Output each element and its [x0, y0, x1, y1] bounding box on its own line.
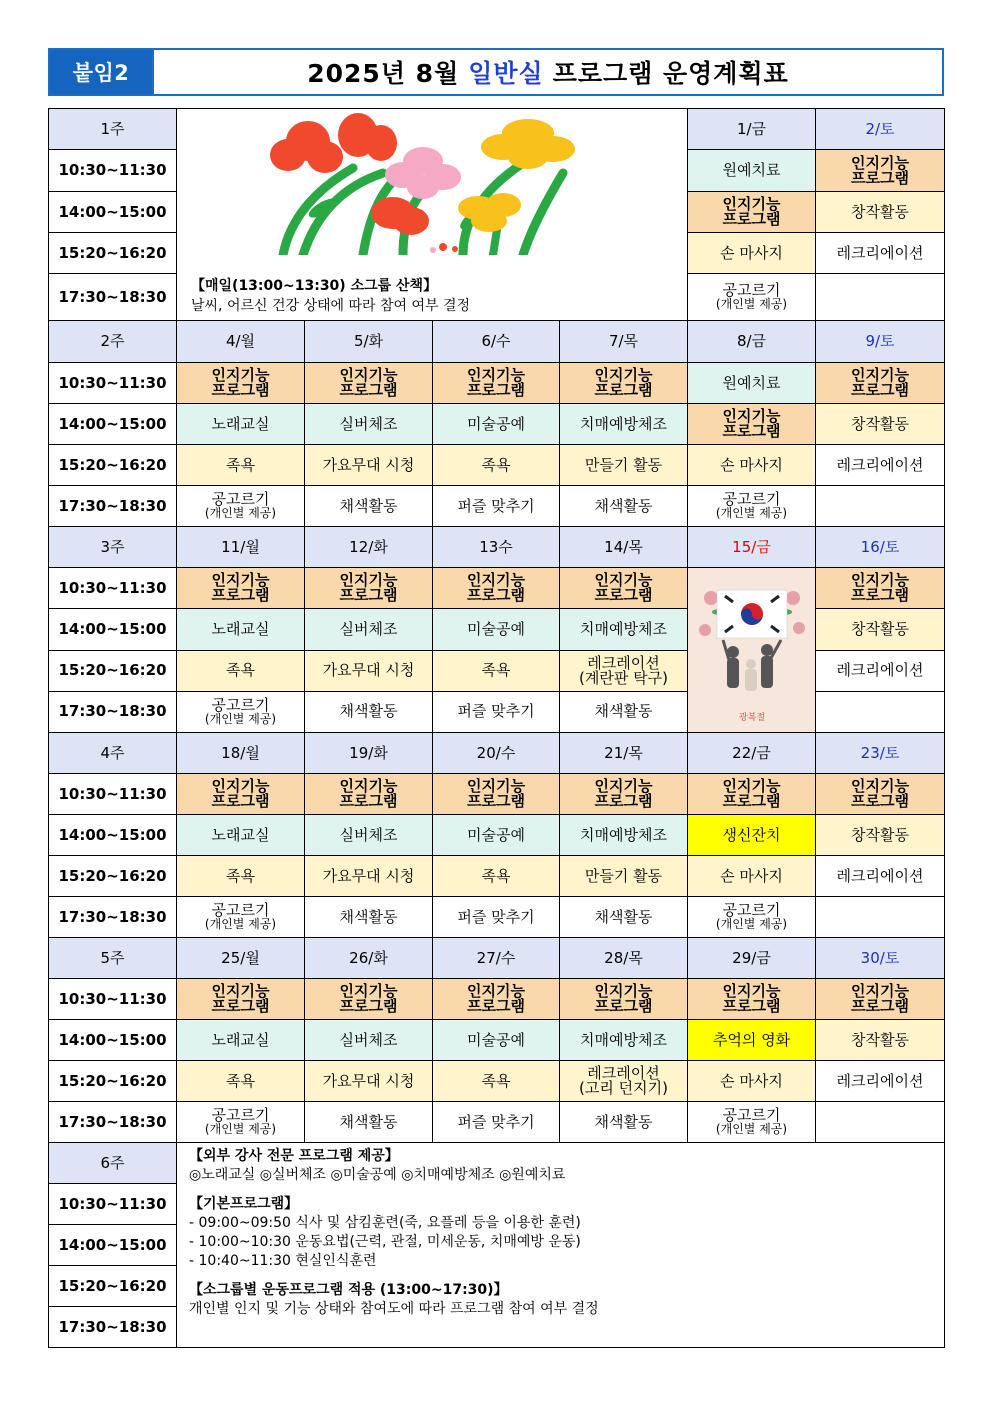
week5-row-3 [49, 1061, 945, 1102]
program-cell: 공고르기 (개인별 제공) [177, 486, 305, 527]
week-label: 3주 [49, 527, 177, 568]
program-cell: 공고르기 (개인별 제공) [688, 486, 816, 527]
week5-row-2 [49, 1020, 945, 1061]
program-cell: 창작활동 [816, 404, 945, 445]
program-cell-empty [816, 691, 945, 732]
program-cell: 치매예방체조 [560, 1020, 688, 1061]
program-cell: 퍼즐 맞추기 [433, 691, 560, 732]
program-cell: 족욕 [433, 1061, 560, 1102]
program-cell: 인지기능 프로그램 [305, 363, 433, 404]
program-cell: 노래교실 [177, 815, 305, 856]
program-cell: 레크레이션 (계란판 탁구) [560, 650, 688, 691]
program-cell: 미술공예 [433, 815, 560, 856]
basic-programs-title: 【기본프로그램】 [189, 1196, 299, 1212]
time-slot: 15:20~16:20 [49, 445, 177, 486]
program-cell: 가요무대 시청 [305, 445, 433, 486]
program-cell: 인지기능 프로그램 [177, 979, 305, 1020]
time-slot: 17:30~18:30 [49, 1307, 177, 1348]
week4-row-3 [49, 856, 945, 897]
week-label: 6주 [49, 1143, 177, 1184]
walk-text: 날씨, 어르신 건강 상태에 따라 참여 여부 결정 [191, 298, 471, 314]
group-programs-title: 【소그룹별 운동프로그램 적용 (13:00~17:30)】 [189, 1282, 508, 1298]
program-cell: 공고르기 (개인별 제공) [177, 691, 305, 732]
week2-row-2 [49, 404, 945, 445]
program-cell: 미술공예 [433, 404, 560, 445]
program-cell-movie: 추억의 영화 [688, 1020, 816, 1061]
program-cell: 인지기능 프로그램 [688, 774, 816, 815]
time-slot: 10:30~11:30 [49, 774, 177, 815]
title-suffix: 프로그램 운영계획표 [552, 59, 789, 88]
program-cell-empty [816, 1102, 945, 1143]
schedule-table [48, 108, 945, 1348]
program-cell: 인지기능 프로그램 [305, 568, 433, 609]
program-cell: 가요무대 시청 [305, 856, 433, 897]
day-header: 13수 [433, 527, 560, 568]
program-cell: 족욕 [177, 1061, 305, 1102]
program-cell: 만들기 활동 [560, 856, 688, 897]
day-header: 21/목 [560, 733, 688, 774]
week6-header-row [49, 1143, 945, 1184]
basic-program-item: - 10:40~11:30 현실인식훈련 [189, 1253, 377, 1269]
page-header [48, 48, 944, 96]
week2-row-4 [49, 486, 945, 527]
program-cell: 레크리에이션 [816, 233, 945, 274]
day-header: 22/금 [688, 733, 816, 774]
week-label: 1주 [49, 109, 177, 150]
program-cell: 인지기능 프로그램 [305, 979, 433, 1020]
day-header: 28/목 [560, 938, 688, 979]
program-cell: 인지기능 프로그램 [433, 568, 560, 609]
program-cell: 인지기능 프로그램 [305, 774, 433, 815]
title-prefix: 2025년 8월 [307, 59, 460, 88]
week2-header-row [49, 321, 945, 363]
program-cell: 공고르기 (개인별 제공) [688, 897, 816, 938]
program-cell: 원예치료 [688, 150, 816, 192]
program-cell: 레크레이션 (고리 던지기) [560, 1061, 688, 1102]
day-header: 27/수 [433, 938, 560, 979]
program-cell: 가요무대 시청 [305, 650, 433, 691]
time-slot: 17:30~18:30 [49, 1102, 177, 1143]
program-cell: 공고르기 (개인별 제공) [688, 1102, 816, 1143]
program-cell: 창작활동 [816, 609, 945, 650]
program-cell-empty [816, 274, 945, 321]
program-cell: 창작활동 [816, 192, 945, 233]
program-cell: 인지기능 프로그램 [433, 979, 560, 1020]
program-cell: 인지기능 프로그램 [560, 568, 688, 609]
time-slot: 14:00~15:00 [49, 815, 177, 856]
program-cell: 인지기능 프로그램 [688, 192, 816, 233]
program-cell: 채색활동 [305, 897, 433, 938]
day-header: 11/월 [177, 527, 305, 568]
program-cell: 레크리에이션 [816, 1061, 945, 1102]
day-header-1-fri: 1/금 [688, 109, 816, 150]
week2-row-3 [49, 445, 945, 486]
time-slot: 17:30~18:30 [49, 274, 177, 321]
day-header: 5/화 [305, 321, 433, 363]
time-slot: 14:00~15:00 [49, 609, 177, 650]
program-cell: 인지기능 프로그램 [433, 363, 560, 404]
program-cell: 인지기능 프로그램 [560, 363, 688, 404]
program-cell: 인지기능 프로그램 [560, 979, 688, 1020]
program-cell: 족욕 [433, 650, 560, 691]
external-programs-list: ◎노래교실 ◎실버체조 ◎미술공예 ◎치매예방체조 ◎원예치료 [189, 1167, 566, 1183]
week5-row-4 [49, 1102, 945, 1143]
daily-walk-note [191, 276, 470, 316]
program-cell: 손 마사지 [688, 1061, 816, 1102]
week4-row-4 [49, 897, 945, 938]
program-cell: 노래교실 [177, 1020, 305, 1061]
program-cell: 창작활동 [816, 815, 945, 856]
program-cell: 채색활동 [560, 1102, 688, 1143]
program-cell: 인지기능 프로그램 [433, 774, 560, 815]
program-cell: 족욕 [177, 650, 305, 691]
day-header-2-sat: 2/토 [816, 109, 945, 150]
program-cell: 채색활동 [305, 486, 433, 527]
time-slot: 10:30~11:30 [49, 568, 177, 609]
program-cell: 채색활동 [305, 1102, 433, 1143]
program-cell: 족욕 [177, 445, 305, 486]
program-cell: 가요무대 시청 [305, 1061, 433, 1102]
week1-header-row [49, 109, 945, 150]
program-cell: 인지기능 프로그램 [560, 774, 688, 815]
attachment-tag: 붙임2 [50, 50, 152, 94]
time-slot: 10:30~11:30 [49, 363, 177, 404]
program-cell: 채색활동 [560, 486, 688, 527]
program-cell: 미술공예 [433, 609, 560, 650]
page-title [152, 50, 942, 94]
title-highlight: 일반실 [468, 59, 544, 88]
day-header: 26/화 [305, 938, 433, 979]
week2-row-1 [49, 363, 945, 404]
program-cell: 창작활동 [816, 1020, 945, 1061]
week3-header-row [49, 527, 945, 568]
program-cell: 인지기능 프로그램 [177, 568, 305, 609]
time-slot: 15:20~16:20 [49, 856, 177, 897]
holiday-label: 광복절 [738, 713, 765, 723]
week-label: 2주 [49, 321, 177, 363]
flower-illustration [263, 113, 603, 255]
day-header: 23/토 [816, 733, 945, 774]
basic-program-item: - 09:00~09:50 식사 및 삼킴훈련(죽, 요플레 등을 이용한 훈련) [189, 1215, 581, 1231]
program-cell: 원예치료 [688, 363, 816, 404]
program-cell: 공고르기 (개인별 제공) [688, 274, 816, 321]
day-header: 6/수 [433, 321, 560, 363]
program-cell-birthday: 생신잔치 [688, 815, 816, 856]
program-cell: 공고르기 (개인별 제공) [177, 1102, 305, 1143]
program-cell: 노래교실 [177, 609, 305, 650]
week-label: 5주 [49, 938, 177, 979]
day-header: 19/화 [305, 733, 433, 774]
time-slot: 17:30~18:30 [49, 691, 177, 732]
program-cell: 인지기능 프로그램 [688, 979, 816, 1020]
program-cell: 미술공예 [433, 1020, 560, 1061]
day-header: 8/금 [688, 321, 816, 363]
external-programs-title: 【외부 강사 전문 프로그램 제공】 [189, 1148, 399, 1164]
week5-header-row [49, 938, 945, 979]
walk-title: 【매일(13:00~13:30) 소그룹 산책】 [191, 278, 438, 294]
program-cell: 공고르기 (개인별 제공) [177, 897, 305, 938]
notes-cell [177, 1143, 945, 1348]
program-cell: 실버체조 [305, 404, 433, 445]
program-cell: 인지기능 프로그램 [816, 774, 945, 815]
week4-row-2 [49, 815, 945, 856]
day-header: 29/금 [688, 938, 816, 979]
program-cell: 채색활동 [560, 897, 688, 938]
program-cell: 퍼즐 맞추기 [433, 486, 560, 527]
program-cell: 인지기능 프로그램 [688, 404, 816, 445]
program-cell: 인지기능 프로그램 [816, 150, 945, 192]
program-cell: 노래교실 [177, 404, 305, 445]
program-cell: 인지기능 프로그램 [177, 774, 305, 815]
program-cell: 채색활동 [560, 691, 688, 732]
program-cell: 레크리에이션 [816, 445, 945, 486]
program-cell: 손 마사지 [688, 233, 816, 274]
week-label: 4주 [49, 733, 177, 774]
program-cell: 퍼즐 맞추기 [433, 1102, 560, 1143]
program-cell: 실버체조 [305, 815, 433, 856]
program-cell: 레크리에이션 [816, 650, 945, 691]
time-slot: 17:30~18:30 [49, 486, 177, 527]
day-header: 12/화 [305, 527, 433, 568]
week4-header-row [49, 733, 945, 774]
program-cell: 치매예방체조 [560, 404, 688, 445]
week4-row-1 [49, 774, 945, 815]
program-cell: 족욕 [433, 856, 560, 897]
program-cell: 인지기능 프로그램 [816, 568, 945, 609]
program-cell: 퍼즐 맞추기 [433, 897, 560, 938]
program-cell: 인지기능 프로그램 [177, 363, 305, 404]
program-cell-empty [816, 486, 945, 527]
program-cell: 손 마사지 [688, 856, 816, 897]
program-cell-empty [816, 897, 945, 938]
time-slot: 15:20~16:20 [49, 650, 177, 691]
week5-row-1 [49, 979, 945, 1020]
program-cell: 채색활동 [305, 691, 433, 732]
day-header: 20/수 [433, 733, 560, 774]
time-slot: 14:00~15:00 [49, 1225, 177, 1266]
program-cell: 실버체조 [305, 1020, 433, 1061]
program-cell: 만들기 활동 [560, 445, 688, 486]
liberation-day-illustration [689, 568, 815, 732]
holiday-cell [688, 568, 816, 733]
day-header: 14/목 [560, 527, 688, 568]
day-header: 7/목 [560, 321, 688, 363]
week3-row-1 [49, 568, 945, 609]
time-slot: 14:00~15:00 [49, 1020, 177, 1061]
group-programs-text: 개인별 인지 및 기능 상태와 참여도에 따라 프로그램 참여 여부 결정 [189, 1301, 599, 1317]
time-slot: 10:30~11:30 [49, 979, 177, 1020]
program-cell: 인지기능 프로그램 [816, 979, 945, 1020]
time-slot: 15:20~16:20 [49, 1061, 177, 1102]
program-cell: 실버체조 [305, 609, 433, 650]
program-cell: 손 마사지 [688, 445, 816, 486]
time-slot: 10:30~11:30 [49, 150, 177, 192]
time-slot: 10:30~11:30 [49, 1184, 177, 1225]
program-cell: 치매예방체조 [560, 609, 688, 650]
program-cell: 인지기능 프로그램 [816, 363, 945, 404]
program-cell: 족욕 [177, 856, 305, 897]
program-cell: 치매예방체조 [560, 815, 688, 856]
time-slot: 15:20~16:20 [49, 233, 177, 274]
day-header: 16/토 [816, 527, 945, 568]
day-header: 25/월 [177, 938, 305, 979]
day-header: 18/월 [177, 733, 305, 774]
program-cell: 레크리에이션 [816, 856, 945, 897]
day-header: 9/토 [816, 321, 945, 363]
time-slot: 17:30~18:30 [49, 897, 177, 938]
time-slot: 14:00~15:00 [49, 192, 177, 233]
day-header-holiday: 15/금 [688, 527, 816, 568]
day-header: 30/토 [816, 938, 945, 979]
day-header: 4/월 [177, 321, 305, 363]
time-slot: 15:20~16:20 [49, 1266, 177, 1307]
time-slot: 14:00~15:00 [49, 404, 177, 445]
intro-cell [177, 109, 688, 321]
program-cell: 족욕 [433, 445, 560, 486]
basic-program-item: - 10:00~10:30 운동요법(근력, 관절, 미세운동, 치매예방 운동) [189, 1234, 581, 1250]
